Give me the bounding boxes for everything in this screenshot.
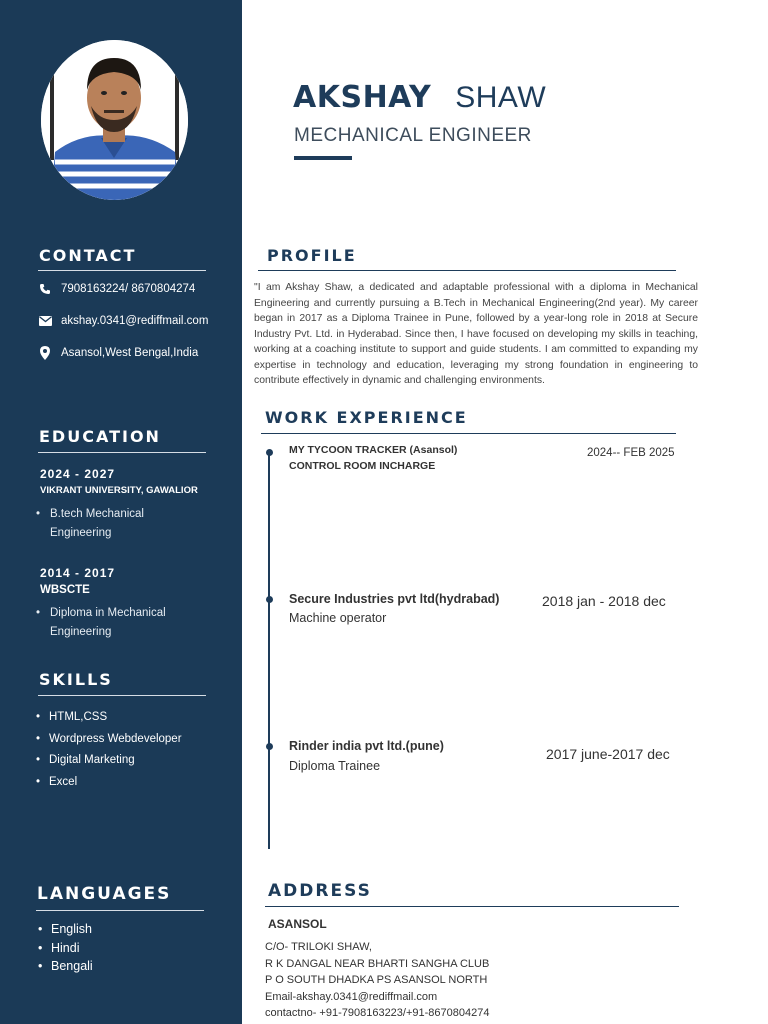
job-dates: 2017 june-2017 dec <box>546 746 670 762</box>
contact-location-text: Asansol,West Bengal,India <box>61 347 199 359</box>
profile-heading: PROFILE <box>267 246 357 265</box>
education-course-line: B.tech Mechanical <box>50 508 144 520</box>
list-item: • Digital Marketing <box>36 754 135 766</box>
address-line: P O SOUTH DHADKA PS ASANSOL NORTH <box>265 974 488 986</box>
education-institution: VIKRANT UNIVERSITY, GAWALIOR <box>40 485 198 496</box>
location-pin-icon <box>38 346 52 360</box>
languages-divider <box>36 910 204 911</box>
education-course-line: Diploma in Mechanical <box>50 607 166 619</box>
education-years: 2024 - 2027 <box>40 467 116 481</box>
avatar <box>41 40 188 200</box>
languages-heading: LANGUAGES <box>37 884 172 904</box>
mail-icon <box>38 314 52 328</box>
list-item: • Hindi <box>38 940 80 955</box>
list-item: • Bengali <box>38 959 93 973</box>
contact-location <box>38 346 198 360</box>
job-role: Diploma Trainee <box>289 759 381 773</box>
list-item: • Excel <box>36 775 78 788</box>
contact-email <box>38 314 208 328</box>
job-dates: 2024-- FEB 2025 <box>587 447 675 459</box>
job-company: Secure Industries pvt ltd(hydrabad) <box>289 592 500 606</box>
contact-phone <box>38 282 195 296</box>
education-course: • Diploma in Mechanical Engineering <box>36 604 166 642</box>
education-course-line: Engineering <box>50 626 112 638</box>
education-course: • B.tech Mechanical Engineering <box>36 505 144 543</box>
first-name: AKSHAY <box>293 80 432 115</box>
education-divider <box>38 452 206 453</box>
address-email: Email-akshay.0341@rediffmail.com <box>265 990 438 1003</box>
job-dates: 2018 jan - 2018 dec <box>542 593 666 609</box>
experience-divider <box>261 433 676 434</box>
address-contact: contactno- +91-7908163223/+91-8670804274 <box>265 1007 490 1019</box>
contact-divider <box>38 270 206 271</box>
education-institution: WBSCTE <box>40 584 90 596</box>
education-years: 2014 - 2017 <box>40 566 116 580</box>
skills-divider <box>38 695 206 696</box>
job-company: MY TYCOON TRACKER (Asansol) <box>289 444 458 456</box>
contact-email-text: akshay.0341@rediffmail.com <box>61 315 209 327</box>
job-title: MECHANICAL ENGINEER <box>294 125 532 146</box>
languages-list <box>38 920 93 976</box>
education-heading: EDUCATION <box>39 427 161 446</box>
address-line: R K DANGAL NEAR BHARTI SANGHA CLUB <box>265 957 490 970</box>
timeline-dot <box>266 596 273 603</box>
skills-heading: SKILLS <box>39 670 113 689</box>
experience-heading: WORK EXPERIENCE <box>265 408 468 427</box>
list-item: • HTML,CSS <box>36 711 108 723</box>
skills-list <box>36 707 182 793</box>
address-heading: ADDRESS <box>268 881 372 901</box>
contact-heading: CONTACT <box>39 246 137 265</box>
timeline-dot <box>266 449 273 456</box>
profile-photo <box>41 40 188 200</box>
address-line: C/O- TRILOKI SHAW, <box>265 941 372 953</box>
contact-phone-text: 7908163224/ 8670804274 <box>61 283 196 295</box>
job-company: Rinder india pvt ltd.(pune) <box>289 739 444 753</box>
address-city: ASANSOL <box>268 917 327 931</box>
education-course-line: Engineering <box>50 527 112 539</box>
profile-summary: "I am Akshay Shaw, a dedicated and adaptable professional with a diploma in Mechanical Engineering and currently pursuing a B.Tech in Mechanical Engineering(2nd year). My career began in 2017 as a Diploma Trainee in Pune, followed by a year-long role in 2018 at Secure Industry Pvt. Ltd. in Hyderabad. Since then, I have focused on developing my skills in teaching, working at a coaching institute to support and guide students. I am committed to expanding my expertise in technology and education, leveraging my strong foundation in engineering to contribute effectively in dynamic and challenging environments. <box>254 282 698 386</box>
job-role: Machine operator <box>289 611 387 625</box>
address-lines <box>265 939 489 1022</box>
last-name: SHAW <box>455 81 547 114</box>
timeline-dot <box>266 743 273 750</box>
list-item: • English <box>38 922 92 936</box>
job-role: CONTROL ROOM INCHARGE <box>289 460 436 472</box>
profile-divider <box>258 270 676 271</box>
list-item: • Wordpress Webdeveloper <box>36 732 182 745</box>
full-name <box>293 80 546 115</box>
address-divider <box>265 906 679 907</box>
experience-timeline <box>268 452 270 849</box>
phone-icon <box>38 282 52 296</box>
sidebar <box>0 0 242 1024</box>
title-accent-bar <box>294 156 352 160</box>
